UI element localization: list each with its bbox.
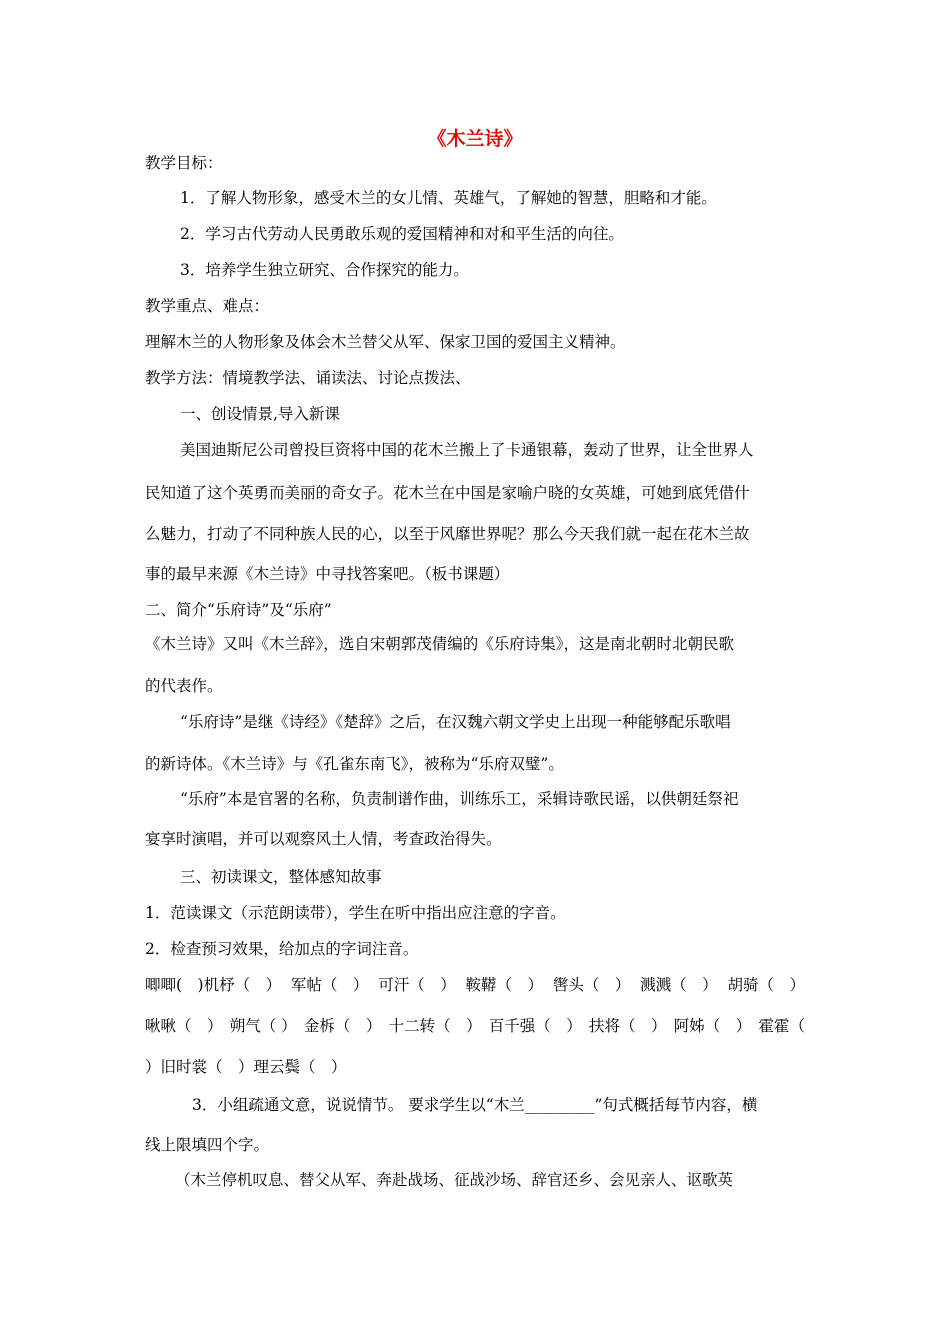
- paragraph-line: “乐府诗”是继《诗经》《楚辞》之后，在汉魏六朝文学史上出现一种能够配乐歌唱: [180, 713, 731, 731]
- phonetic-item: 啾啾（ ）: [145, 1017, 223, 1035]
- phonetic-item: 军帖（ ）: [290, 976, 369, 994]
- section-heading-intro: 一、创设情景,导入新课: [180, 405, 340, 423]
- phonetic-item: 鞍鞯（ ）: [465, 976, 544, 994]
- phonetic-item: 溅溅（ ）: [640, 976, 718, 994]
- section-heading-goals: 教学目标：: [145, 154, 223, 172]
- phonetic-item: 朔气（ ）: [229, 1017, 297, 1035]
- section-heading-key-points: 教学重点、难点：: [145, 297, 270, 315]
- phonetic-item: 胡骑（ ）: [727, 976, 805, 994]
- phonetic-item: 霍霍（: [758, 1017, 805, 1035]
- phonetic-item: 可汗（ ）: [378, 976, 456, 994]
- paragraph-line: 线上限填四个字。: [145, 1136, 270, 1154]
- reading-step-2: 2．检查预习效果，给加点的字词注音。: [145, 940, 419, 958]
- section-heading-reading: 三、初读课文，整体感知故事: [180, 868, 382, 886]
- phonetic-exercise-row-1: [145, 975, 805, 995]
- phonetic-item: 十二转（ ）: [388, 1017, 482, 1035]
- phonetic-item: 唧唧( )机杼（ ）: [145, 976, 282, 994]
- goal-item-2: 2．学习古代劳动人民勇敢乐观的爱国精神和对和平生活的向往。: [180, 225, 624, 243]
- paragraph-line: 美国迪斯尼公司曾投巨资将中国的花木兰搬上了卡通银幕，轰动了世界，让全世界人: [180, 441, 754, 459]
- phonetic-item: 金柝（ ）: [303, 1017, 382, 1035]
- paragraph-line: 的新诗体。《木兰诗》与《孔雀东南飞》，被称为“乐府双璧”。: [145, 755, 564, 773]
- goal-item-1: 1．了解人物形象，感受木兰的女儿情、英雄气，了解她的智慧，胆略和才能。: [180, 189, 717, 207]
- phonetic-item: 阿姊（ ）: [673, 1017, 752, 1035]
- paragraph-line: （木兰停机叹息、替父从军、奔赴战场、征战沙场、辞官还乡、会见亲人、讴歌英: [175, 1171, 734, 1189]
- section-heading-yuefu: 二、简介“乐府诗”及“乐府”: [145, 601, 332, 619]
- document-title: 《木兰诗》: [427, 128, 523, 150]
- key-points-text: 理解木兰的人物形象及体会木兰替父从军、保家卫国的爱国主义精神。: [145, 333, 626, 351]
- paragraph-line: 民知道了这个英勇而美丽的奇女子。花木兰在中国是家喻户晓的女英雄，可她到底凭借什: [145, 484, 750, 502]
- reading-step-1: 1．范读课文（示范朗读带），学生在听中指出应注意的字音。: [145, 904, 566, 922]
- reading-step-3: 3．小组疏通文意，说说情节。 要求学生以“木兰_________”句式概括每节内容，横: [192, 1096, 758, 1114]
- phonetic-item: 辔头（ ）: [552, 976, 631, 994]
- paragraph-line: “乐府”本是官署的名称，负责制谱作曲，训练乐工，采辑诗歌民谣，以供朝廷祭祀: [180, 790, 739, 808]
- paragraph-line: 事的最早来源《木兰诗》中寻找答案吧。（板书课题）: [145, 565, 510, 583]
- phonetic-exercise-row-3: ）旧时裳（ ）理云鬓（ ）: [145, 1058, 347, 1076]
- paragraph-line: 的代表作。: [145, 677, 223, 695]
- paragraph-line: 么魅力，打动了不同种族人民的心，以至于风靡世界呢？那么今天我们就一起在花木兰故: [145, 525, 750, 543]
- phonetic-exercise-row-2: [145, 1016, 805, 1036]
- paragraph-line: 《木兰诗》又叫《木兰辞》，选自宋朝郭茂倩编的《乐府诗集》，这是南北朝时北朝民歌: [145, 635, 735, 653]
- phonetic-item: 百千强（ ）: [488, 1017, 582, 1035]
- teaching-methods: 教学方法：情境教学法、诵读法、讨论点拨法、: [145, 369, 471, 387]
- goal-item-3: 3．培养学生独立研究、合作探究的能力。: [180, 261, 469, 279]
- phonetic-item: 扶将（ ）: [589, 1017, 667, 1035]
- paragraph-line: 宴享时演唱，并可以观察风土人情，考查政治得失。: [145, 830, 502, 848]
